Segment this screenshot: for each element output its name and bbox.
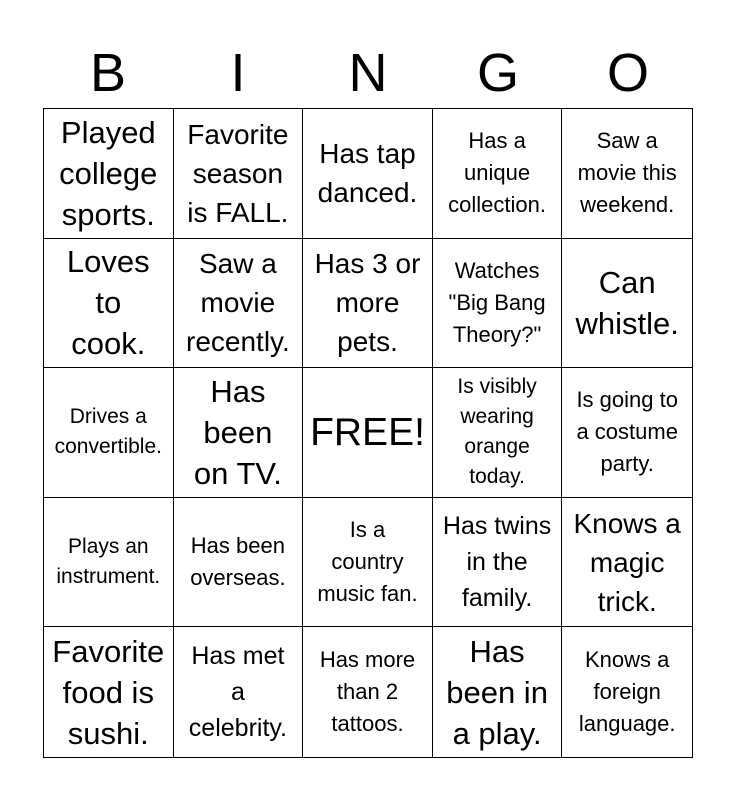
bingo-cell-r3-c5[interactable] <box>562 368 692 498</box>
bingo-cell-free[interactable] <box>303 368 433 498</box>
bingo-cell-r3-c1[interactable] <box>44 368 174 498</box>
cell-text: Favorite season is FALL. <box>187 118 289 228</box>
cell-text: Favorite food is sushi. <box>52 633 165 751</box>
bingo-cell-r4-c4[interactable] <box>433 498 563 628</box>
cell-text: Saw a movie recently. <box>186 248 290 358</box>
cell-text: Plays an instrument. <box>56 535 161 589</box>
header-letter-b: B <box>89 43 127 103</box>
bingo-card-grid <box>43 108 693 758</box>
bingo-cell-r1-c2[interactable] <box>174 109 304 239</box>
bingo-cell-r2-c3[interactable] <box>303 239 433 369</box>
cell-text: Has 3 or more pets. <box>314 248 421 358</box>
bingo-cell-r5-c1[interactable] <box>44 627 174 757</box>
cell-text: Loves to cook. <box>66 244 150 362</box>
cell-text: Has been in a play. <box>446 633 548 751</box>
cell-text: Is a country music fan. <box>317 517 418 607</box>
bingo-cell-r4-c2[interactable] <box>174 498 304 628</box>
bingo-cell-r5-c5[interactable] <box>562 627 692 757</box>
cell-text: Knows a magic trick. <box>573 507 681 617</box>
cell-text: Played college sports. <box>59 114 158 232</box>
header-letter-g: G <box>476 43 519 103</box>
cell-text: Can whistle. <box>575 264 679 341</box>
header-letter-o: O <box>606 43 649 103</box>
cell-text: Has tap danced. <box>317 138 418 209</box>
cell-text: Is going to a costume party. <box>576 387 678 477</box>
bingo-cell-r2-c2[interactable] <box>174 239 304 369</box>
bingo-cell-r5-c2[interactable] <box>174 627 304 757</box>
cell-text: Drives a convertible. <box>54 405 162 459</box>
free-space-text: FREE! <box>310 410 425 454</box>
cell-text: Is visibly wearing orange today. <box>457 375 537 489</box>
header-letter-i: I <box>230 43 246 103</box>
cell-text: Has met a celebrity. <box>188 642 287 743</box>
cell-text: Has been overseas. <box>190 533 286 591</box>
bingo-cell-r4-c3[interactable] <box>303 498 433 628</box>
bingo-cell-r2-c5[interactable] <box>562 239 692 369</box>
bingo-cell-r2-c1[interactable] <box>44 239 174 369</box>
cell-text: Knows a foreign language. <box>578 647 676 737</box>
cell-text: Has more than 2 tattoos. <box>319 647 416 737</box>
bingo-cell-r4-c1[interactable] <box>44 498 174 628</box>
cell-text: Has been on TV. <box>193 373 282 491</box>
bingo-cell-r1-c3[interactable] <box>303 109 433 239</box>
bingo-cell-r1-c5[interactable] <box>562 109 692 239</box>
bingo-cell-r1-c4[interactable] <box>433 109 563 239</box>
bingo-cell-r2-c4[interactable] <box>433 239 563 369</box>
bingo-cell-r5-c4[interactable] <box>433 627 563 757</box>
bingo-cell-r1-c1[interactable] <box>44 109 174 239</box>
cell-text: Has twins in the family. <box>442 512 552 613</box>
cell-text: Has a unique collection. <box>448 128 547 218</box>
header-letter-n: N <box>348 43 388 103</box>
bingo-cell-r3-c4[interactable] <box>433 368 563 498</box>
bingo-cell-r4-c5[interactable] <box>562 498 692 628</box>
cell-text: Watches "Big Bang Theory?" <box>448 257 546 347</box>
bingo-header <box>43 40 693 106</box>
bingo-cell-r3-c2[interactable] <box>174 368 304 498</box>
bingo-cell-r5-c3[interactable] <box>303 627 433 757</box>
cell-text: Saw a movie this weekend. <box>577 128 677 218</box>
